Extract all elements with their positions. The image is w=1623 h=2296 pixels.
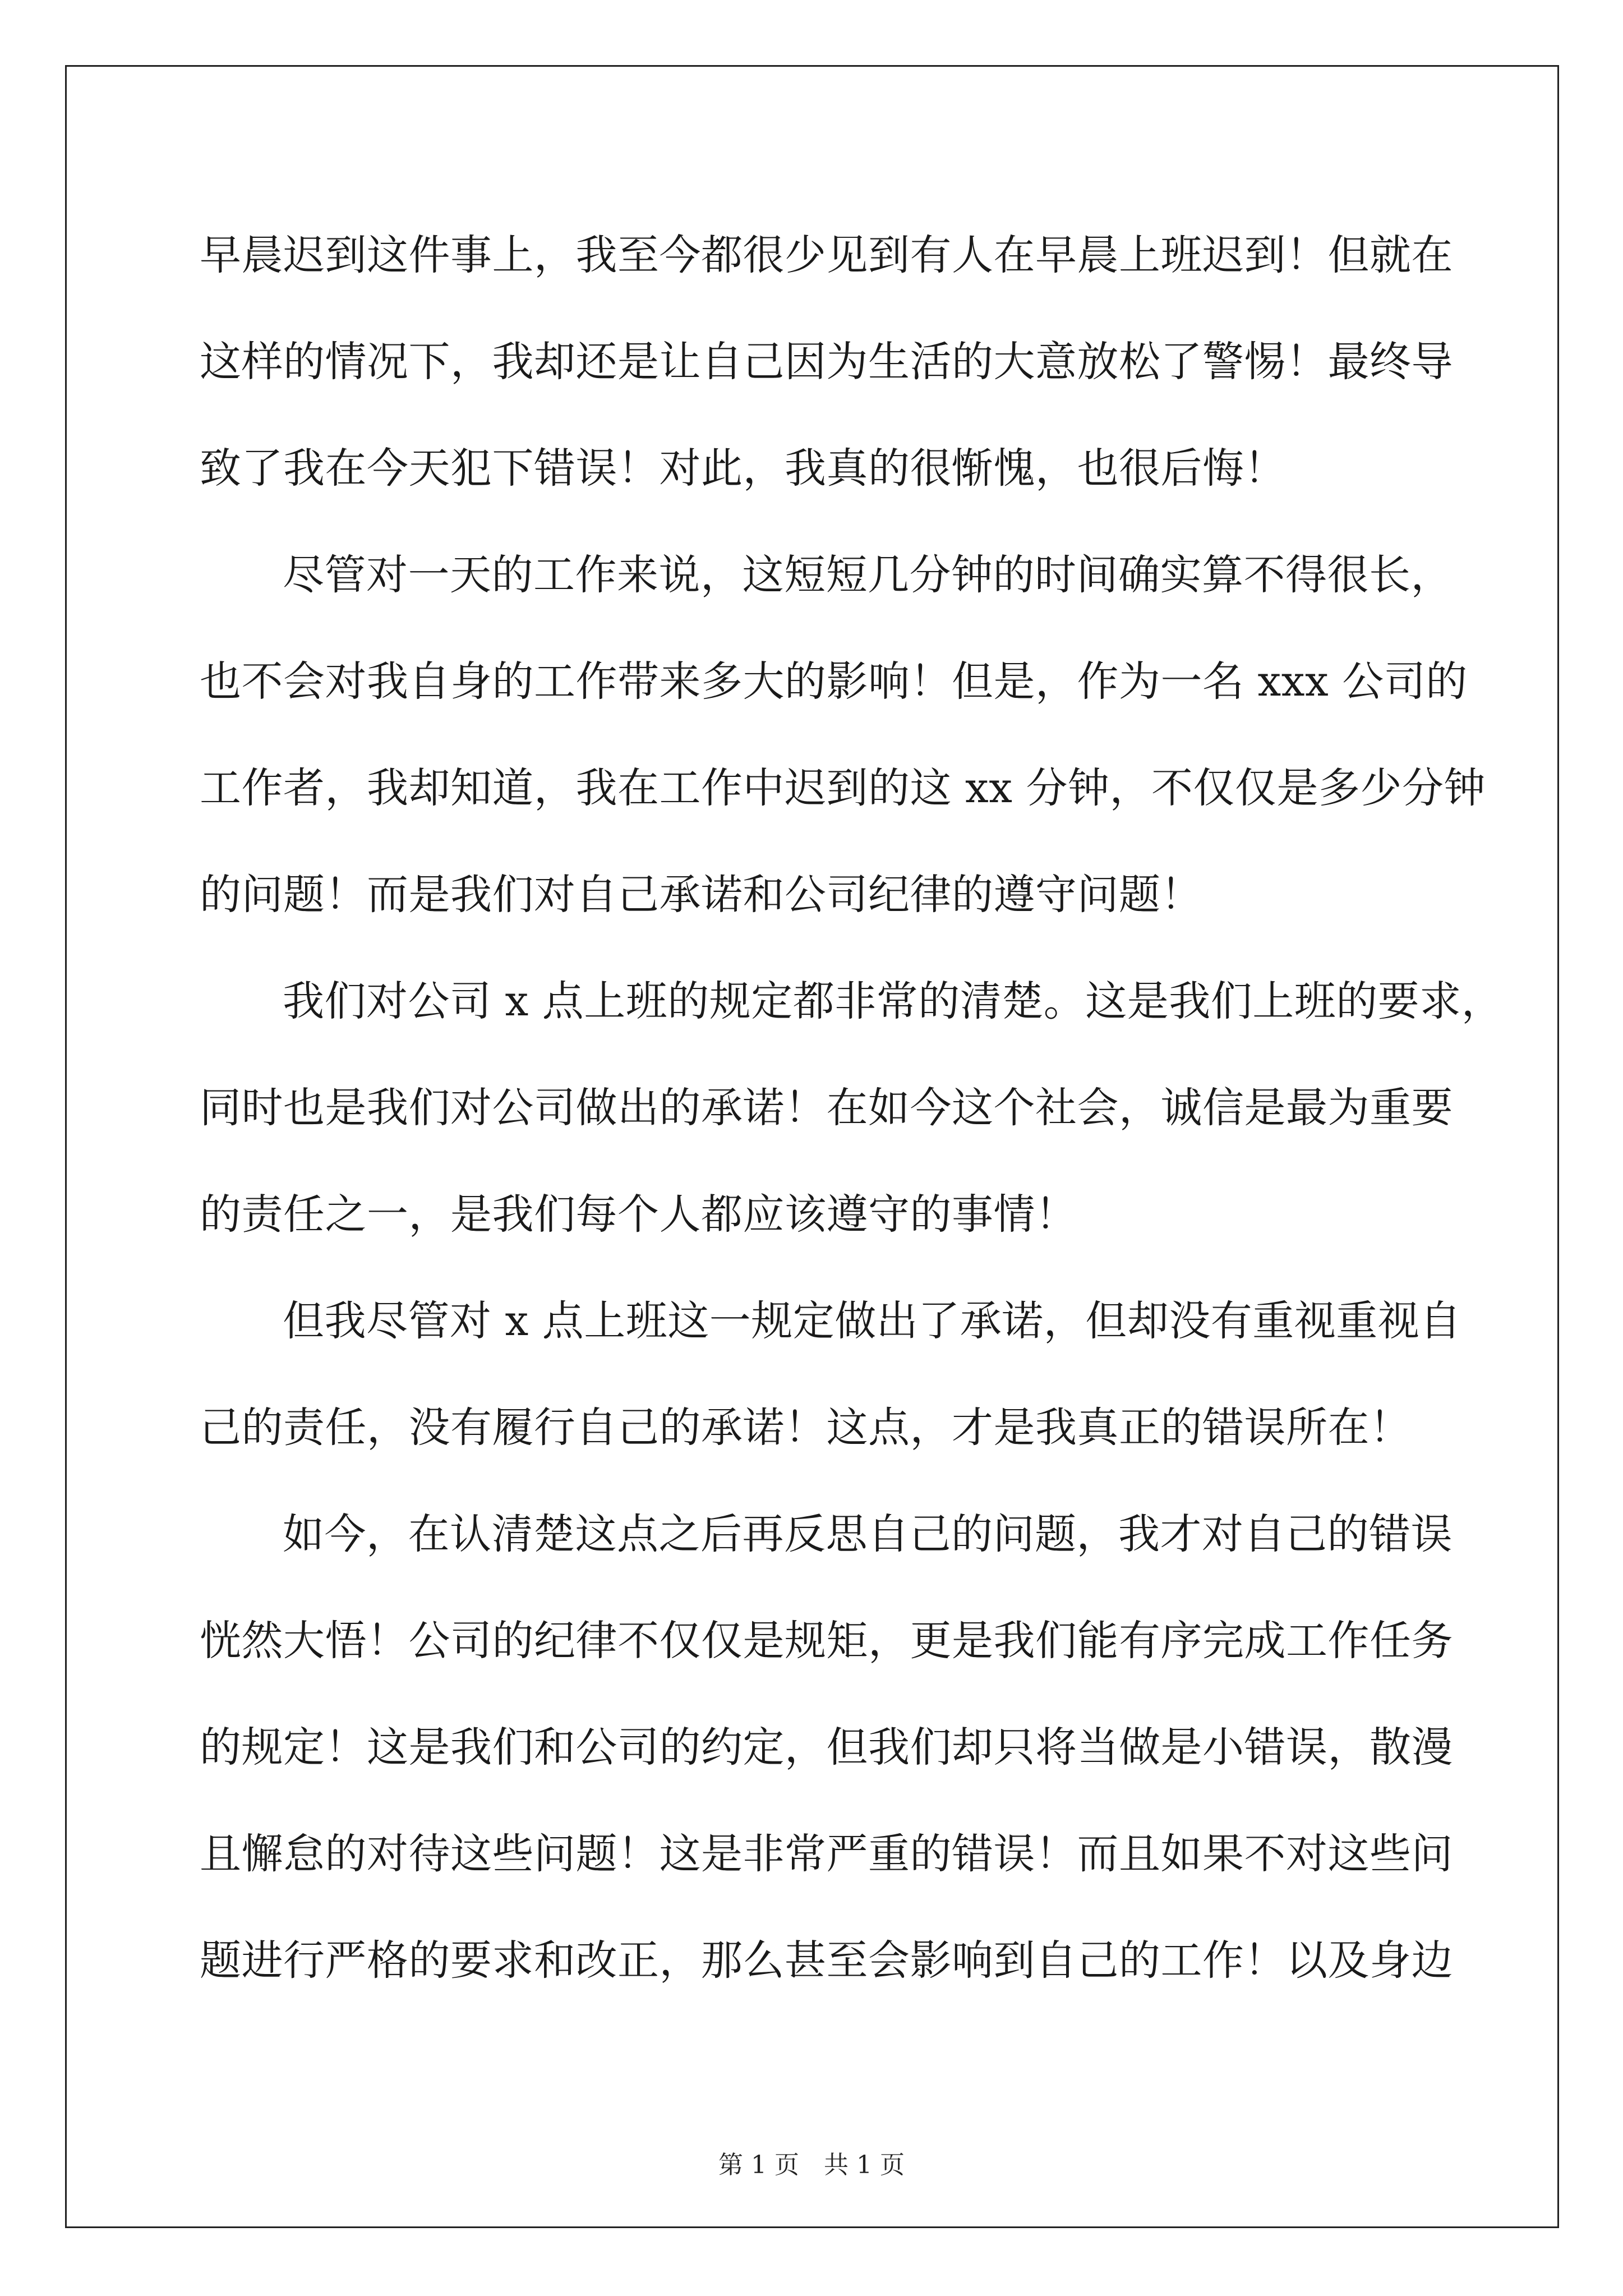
- text-line: 恍然大悟！公司的纪律不仅仅是规矩，更是我们能有序完成工作任务: [200, 1617, 1453, 1665]
- text-line: 同时也是我们对公司做出的承诺！在如今这个社会，诚信是最为重要: [200, 1084, 1453, 1132]
- document-body: [200, 213, 1504, 2025]
- paragraph-start-line: 但我尽管对 x 点上班这一规定做出了承诺，但却没有重视重视自: [283, 1297, 1461, 1345]
- text-line: 也不会对我自身的工作带来多大的影响！但是，作为一名 xxx 公司的: [200, 657, 1468, 706]
- paragraph-start-line: 如今，在认清楚这点之后再反思自己的问题，我才对自己的错误: [283, 1510, 1453, 1558]
- text-line: 这样的情况下，我却还是让自己因为生活的大意放松了警惕！最终导: [200, 338, 1453, 386]
- page-number-footer: 第 1 页 共 1 页: [718, 2151, 905, 2179]
- text-line: 致了我在今天犯下错误！对此，我真的很惭愧，也很后悔！: [200, 444, 1286, 493]
- text-line: 的责任之一，是我们每个人都应该遵守的事情！: [200, 1190, 1077, 1239]
- paragraph-start-line: 我们对公司 x 点上班的规定都非常的清楚。这是我们上班的要求，: [283, 977, 1504, 1025]
- text-line: 早晨迟到这件事上，我至今都很少见到有人在早晨上班迟到！但就在: [200, 231, 1453, 279]
- paragraph-start-line: 尽管对一天的工作来说，这短短几分钟的时间确实算不得很长，: [283, 551, 1453, 599]
- text-line: 的问题！而是我们对自己承诺和公司纪律的遵守问题！: [200, 871, 1202, 919]
- text-line: 题进行严格的要求和改正，那么甚至会影响到自己的工作！以及身边: [200, 1936, 1453, 1985]
- text-line: 且懈怠的对待这些问题！这是非常严重的错误！而且如果不对这些问: [200, 1830, 1453, 1878]
- text-line: 的规定！这是我们和公司的约定，但我们却只将当做是小错误，散漫: [200, 1723, 1453, 1772]
- text-line: 己的责任，没有履行自己的承诺！这点，才是我真正的错误所在！: [200, 1404, 1412, 1452]
- text-line: 工作者，我却知道，我在工作中迟到的这 xx 分钟，不仅仅是多少分钟: [200, 764, 1486, 812]
